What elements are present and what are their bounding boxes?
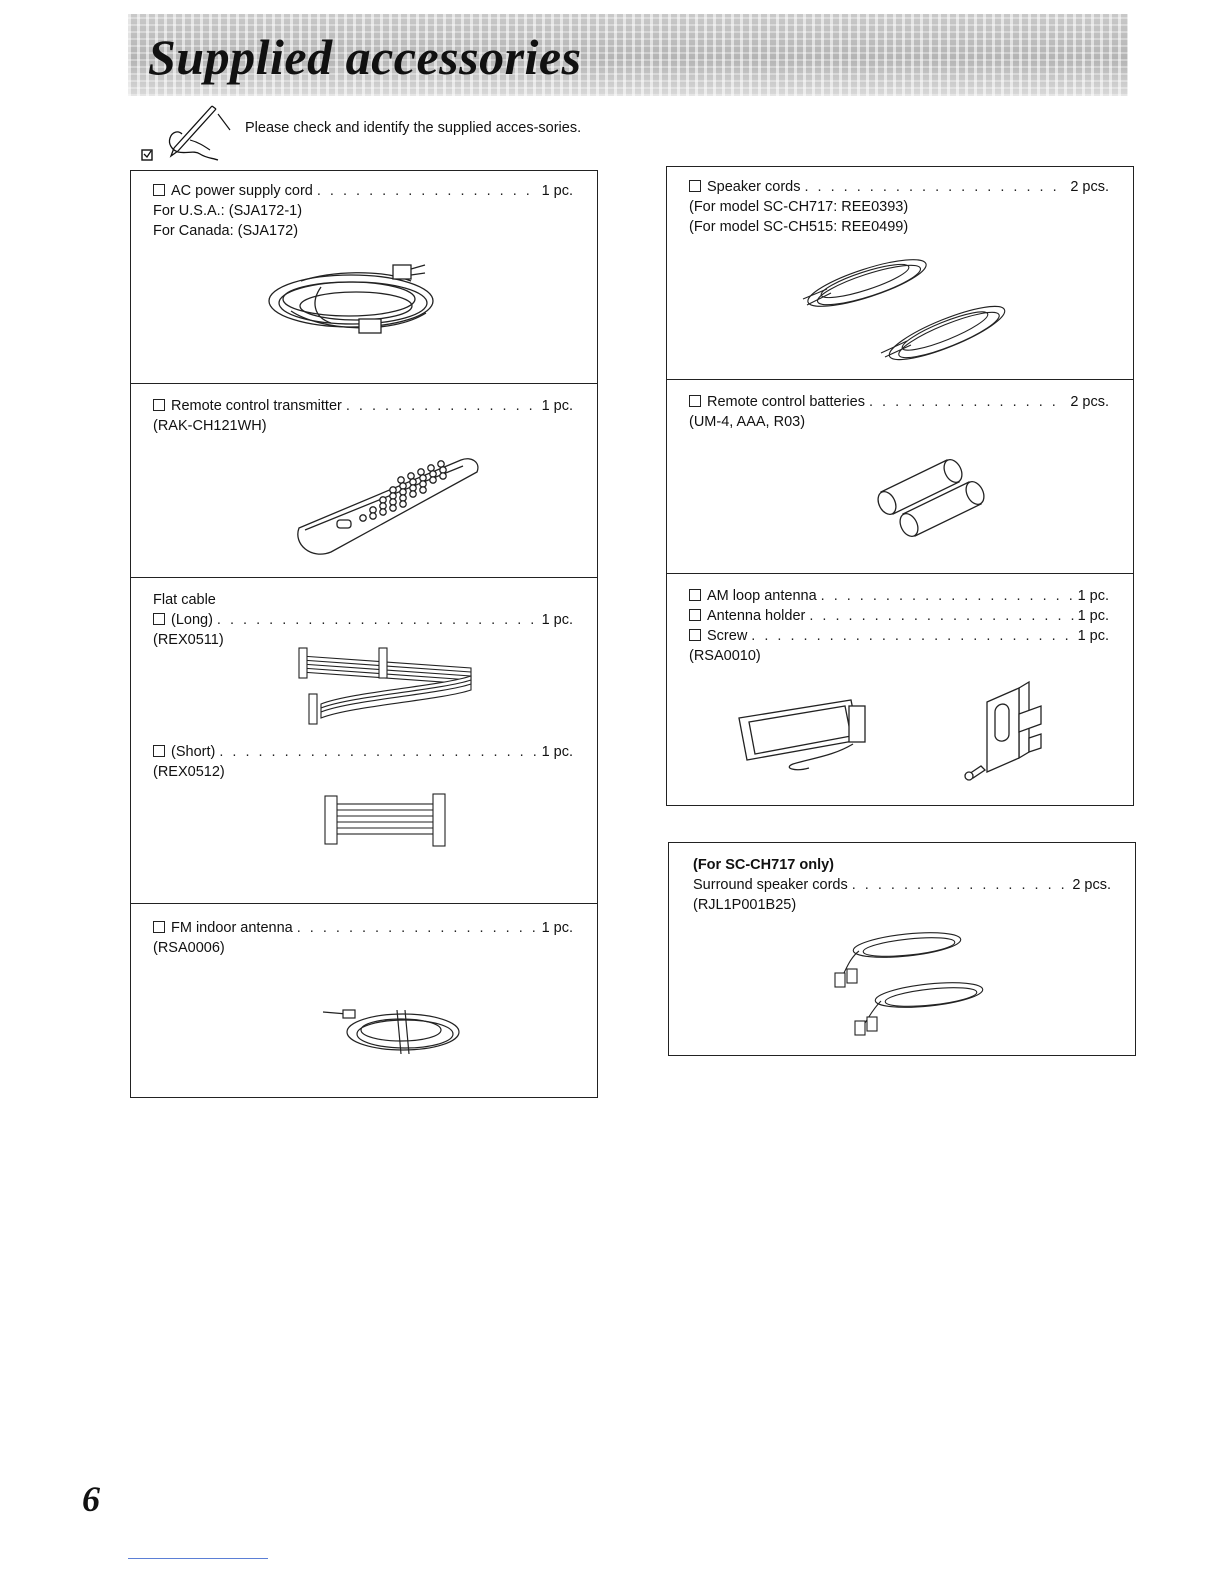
- surround-cords-illustration: [829, 923, 989, 1043]
- speaker-cords-label: Speaker cords: [707, 179, 801, 195]
- remote-cell: [131, 383, 597, 578]
- fm-antenna-illustration: [317, 998, 467, 1062]
- footer-rule: [128, 1558, 268, 1559]
- flat-cable-short-illustration: [321, 790, 451, 854]
- checkbox[interactable]: [689, 180, 701, 192]
- intro-text: Please check and identify the supplied acces-sories.: [245, 120, 582, 136]
- page-title: Supplied accessories: [148, 29, 582, 85]
- fm-antenna-cell: [131, 903, 597, 1098]
- right-accessories-box: [666, 166, 1134, 806]
- checkbox[interactable]: [689, 589, 701, 601]
- batteries-cell: [667, 379, 1133, 574]
- antenna-holder-qty: 1 pc.: [1077, 608, 1109, 624]
- fm-antenna-qty: 1 pc.: [541, 920, 573, 936]
- surround-cords-box: [668, 842, 1136, 1056]
- title-banner: [128, 14, 1128, 96]
- am-antenna-model: (RSA0010): [689, 648, 761, 664]
- pen-hand-icon: [138, 100, 238, 166]
- remote-qty: 1 pc.: [541, 398, 573, 414]
- checkbox[interactable]: [153, 921, 165, 933]
- surround-model: (RJL1P001B25): [693, 897, 797, 913]
- am-antenna-cell: [667, 573, 1133, 806]
- antenna-holder-label: Antenna holder: [707, 608, 806, 624]
- remote-label: Remote control transmitter: [171, 398, 342, 414]
- checkbox[interactable]: [153, 745, 165, 757]
- am-loop-label: AM loop antenna: [707, 588, 817, 604]
- remote-illustration: [291, 440, 491, 560]
- flat-cable-long-label: (Long): [171, 612, 213, 628]
- flat-cable-heading: Flat cable: [153, 592, 216, 608]
- am-loop-qty: 1 pc.: [1077, 588, 1109, 604]
- fm-antenna-label: FM indoor antenna: [171, 920, 293, 936]
- surround-label: Surround speaker cords: [693, 877, 848, 893]
- flat-cable-long-illustration: [291, 644, 481, 728]
- surround-heading: (For SC-CH717 only): [693, 857, 834, 873]
- batteries-label: Remote control batteries: [707, 394, 865, 410]
- page-number: 6: [82, 1479, 100, 1519]
- speaker-cords-model-2: (For model SC-CH515: REE0499): [689, 219, 909, 235]
- flat-cable-short-qty: 1 pc.: [541, 744, 573, 760]
- ac-cord-usa: For U.S.A.: (SJA172-1): [153, 203, 303, 219]
- checkbox[interactable]: [153, 184, 165, 196]
- batteries-qty: 2 pcs.: [1070, 394, 1109, 410]
- antenna-holder-illustration: [959, 678, 1069, 788]
- speaker-cords-model-1: (For model SC-CH717: REE0393): [689, 199, 909, 215]
- speaker-cords-illustration: [797, 243, 1017, 373]
- screw-qty: 1 pc.: [1077, 628, 1109, 644]
- batteries-model: (UM-4, AAA, R03): [689, 414, 806, 430]
- checkbox[interactable]: [689, 629, 701, 641]
- ac-cord-qty: 1 pc.: [541, 183, 573, 199]
- ac-cord-illustration: [261, 251, 451, 351]
- remote-model: (RAK-CH121WH): [153, 418, 267, 434]
- screw-label: Screw: [707, 628, 748, 644]
- flat-cable-long-qty: 1 pc.: [541, 612, 573, 628]
- ac-cord-cell: [131, 171, 597, 383]
- flat-cable-short-model: (REX0512): [153, 764, 225, 780]
- checkbox[interactable]: [153, 613, 165, 625]
- ac-cord-canada: For Canada: (SJA172): [153, 223, 299, 239]
- checkbox[interactable]: [689, 395, 701, 407]
- ac-cord-label: AC power supply cord: [171, 183, 313, 199]
- speaker-cords-qty: 2 pcs.: [1070, 179, 1109, 195]
- fm-antenna-model: (RSA0006): [153, 940, 225, 956]
- left-accessories-box: [130, 170, 598, 1098]
- speaker-cords-cell: [667, 167, 1133, 379]
- checkbox[interactable]: [689, 609, 701, 621]
- flat-cable-short-label: (Short): [171, 744, 216, 760]
- am-loop-antenna-illustration: [733, 684, 873, 774]
- checkbox[interactable]: [153, 399, 165, 411]
- surround-qty: 2 pcs.: [1072, 877, 1111, 893]
- batteries-illustration: [867, 452, 997, 542]
- flat-cable-cell: [131, 577, 597, 904]
- flat-cable-long-model: (REX0511): [153, 632, 224, 648]
